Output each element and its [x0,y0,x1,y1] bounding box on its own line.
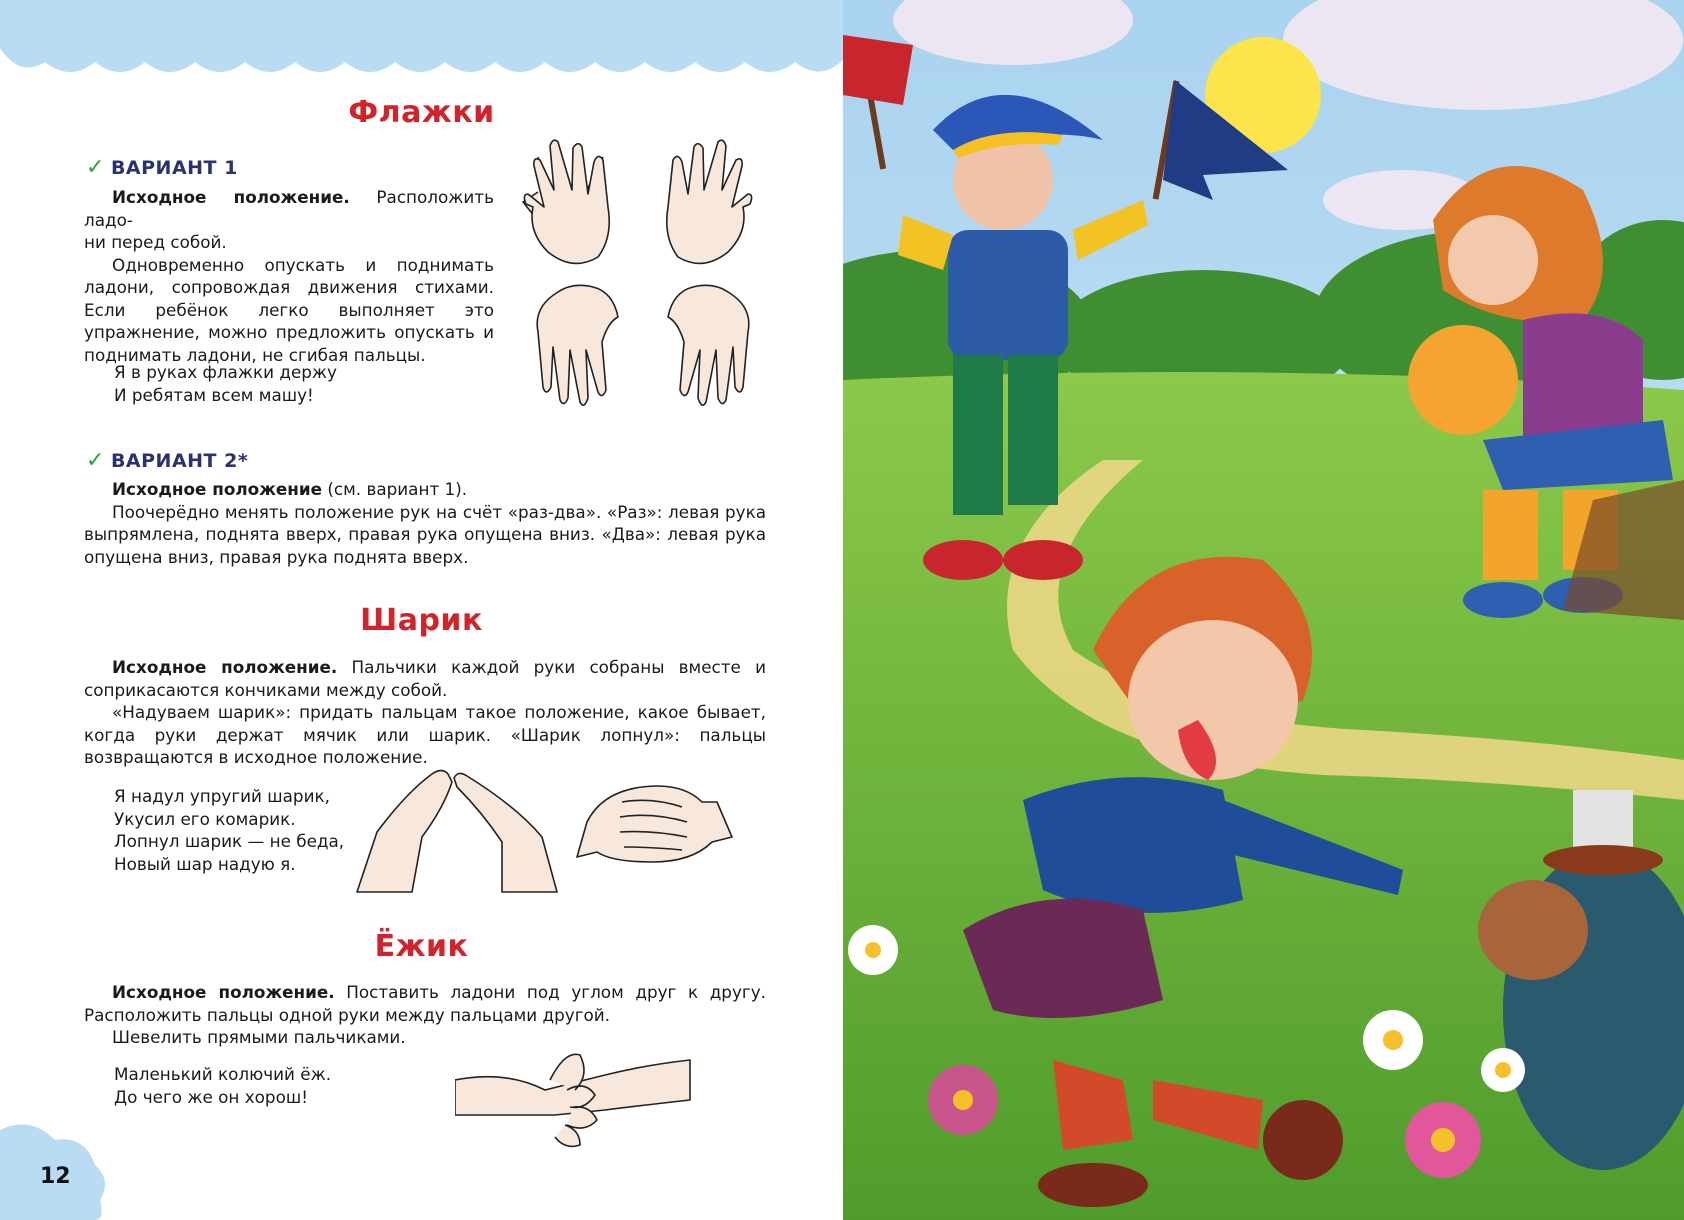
page-number: 12 [40,1164,71,1189]
variant-2-text [84,478,766,568]
checkmark-icon: ✓ [86,155,105,180]
poem-ezhik [114,1063,331,1108]
sharik-text [84,656,766,769]
variant-1-heading [86,155,238,180]
sharik-lead-rest: Пальчики каждой руки собраны вместе и соприкасаются кончиками между собой. [84,657,766,700]
ezhik-lead-rest: Поставить ладони под углом друг к другу. Расположить пальцы одной руки между пальцами другой. [84,982,766,1025]
variant-2-lead-rest: (см. вариант 1). [322,479,468,499]
hands-hedgehog-illustration [455,1045,695,1155]
sharik-lead: Исходное положение. [112,657,338,677]
poem-line: Я в руках флажки держу [114,362,337,382]
poem-line: Новый шар надую я. [114,853,296,874]
ezhik-lead: Исходное положение. [112,982,335,1002]
section-title-ezhik: Ёжик [374,929,469,964]
poem-line: И ребятам всем машу! [114,384,314,405]
sharik-body: «Надуваем шарик»: придать пальцам такое положение, какое бывает, когда руки держат мячик или шарик. «Шарик лопнул»: пальцы возвращаются в исходное положение. [84,702,766,767]
sky-cloud-border [0,0,843,80]
section-title-flazhki: Флажки [348,95,495,130]
hands-flags-illustration [518,132,773,417]
variant-2-label: ВАРИАНТ 2* [110,450,249,472]
poem-line: Я надул упругий шарик, [114,786,330,806]
variant-1-line1: Расположить ладо- [84,187,494,230]
poem-line: Укусил его комарик. [114,808,296,829]
checkmark-icon: ✓ [86,448,105,473]
variant-1-text [84,186,494,366]
poem-line: Маленький колючий ёж. [114,1064,332,1084]
variant-1-line2: ни перед собой. [84,232,227,252]
poem-line: Лопнул шарик — не беда, [114,831,345,851]
variant-2-heading [86,448,248,473]
variant-1-lead: Исходное положение. [112,187,350,207]
right-page-illustration [843,0,1684,1220]
section-title-sharik: Шарик [360,603,483,638]
poem-flazhki [114,361,337,406]
variant-2-lead: Исходное положение [112,479,323,499]
variant-1-body: Одновременно опускать и поднимать ладони, сопровождая движения стихами. Если ребёнок легко выполняет это упражнение, можно предложить опускать и поднимать ладони, не сгибая пальцы. [84,254,494,365]
variant-2-body: Поочерёдно менять положение рук на счёт «раз-два». «Раз»: левая рука выпрямлена, поднята вверх, правая рука опущена вниз. «Два»: левая рука опущена вниз, правая рука поднята вверх. [84,501,766,567]
variant-1-label: ВАРИАНТ 1 [110,157,238,179]
poem-line: До чего же он хорош! [114,1086,308,1107]
hands-balloon-illustration [352,762,772,897]
poem-sharik [114,785,344,875]
ezhik-body: Шевелить прямыми пальчиками. [112,1027,406,1047]
children-meadow-illustration [843,0,1684,1220]
ezhik-text [84,981,766,1049]
page-number-badge [0,1120,110,1220]
